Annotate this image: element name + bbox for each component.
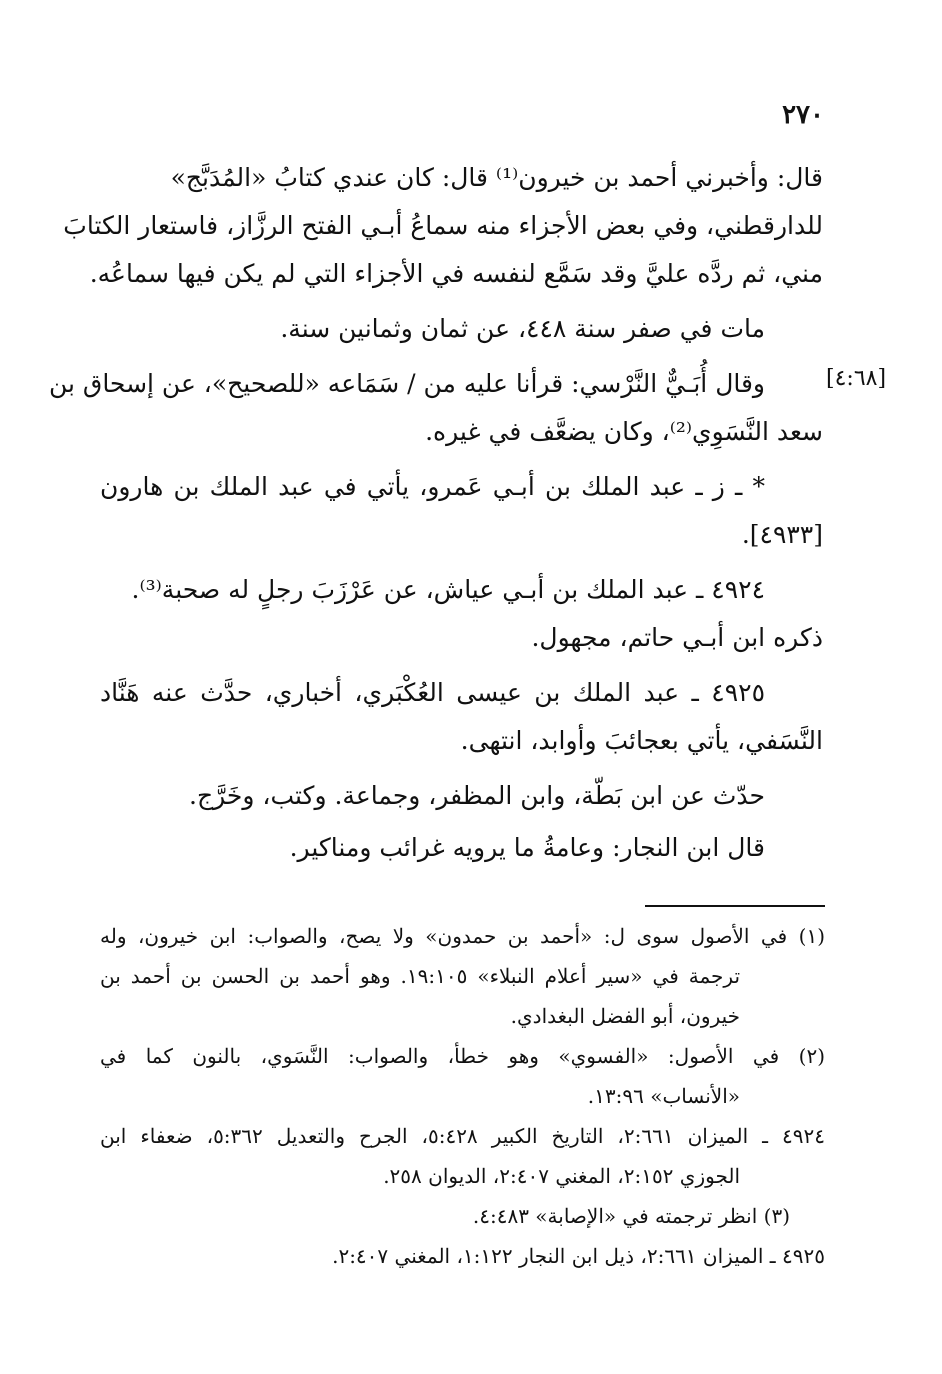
body-line-7: * ـ ز ـ عبد الملك بن أبـي عَمرو، يأتي في عبد الملك بن هارون xyxy=(100,472,765,501)
footnote-line-9: ٤٩٢٥ ـ الميزان ٢:٦٦١، ذيل ابن النجار ١:١٢٢، المغني ٢:٤٠٧. xyxy=(332,1244,825,1268)
body-line-9: ٤٩٢٤ ـ عبد الملك بن أبـي عياش، عن عَرْزَبَ رجلٍ له صحبة⁽³⁾. xyxy=(131,575,765,604)
footnote-line-2: ترجمة في «سير أعلام النبلاء» ١٩:١٠٥. وهو أحمد بن الحسن بن أحمد بن xyxy=(100,964,741,988)
body-line-1: قال: وأخبرني أحمد بن خيرون⁽¹⁾ قال: كان عندي كتابُ «المُدَبَّج» xyxy=(170,163,823,192)
body-line-13: حدّث عن ابن بَطّة، وابن المظفر، وجماعة. وكتب، وخَرَّج. xyxy=(189,781,765,810)
body-line-2: للدارقطني، وفي بعض الأجزاء منه سماعُ أبـي الفتح الرزَّاز، فاستعار الكتابَ xyxy=(63,211,823,240)
body-line-10: ذكره ابن أبـي حاتم، مجهول. xyxy=(531,623,823,652)
page-number: ٢٧٠ xyxy=(782,100,824,130)
body-line-14: قال ابن النجار: وعامةُ ما يرويه غرائب ومناكير. xyxy=(289,833,765,862)
footnote-line-1: (١) في الأصول سوى ل: «أحمد بن حمدون» ولا يصح، والصواب: ابن خيرون، وله xyxy=(100,924,825,948)
body-line-6: سعد النَّسَوِي⁽²⁾، وكان يضعَّف في غيره. xyxy=(425,417,823,446)
footnote-line-4: (٢) في الأصول: «الفسوي» وهو خطأ، والصواب: النَّسَوي، بالنون كما في xyxy=(100,1044,825,1068)
body-line-12: النَّسَفي، يأتي بعجائبَ وأوابد، انتهى. xyxy=(460,726,823,755)
body-line-11: ٤٩٢٥ ـ عبد الملك بن عيسى العُكْبَري، أخباري، حدَّث عنه هَنَّاد xyxy=(100,678,765,707)
body-line-8: [٤٩٣٣]. xyxy=(741,520,823,549)
footnote-line-7: الجوزي ٢:١٥٢، المغني ٢:٤٠٧، الديوان ٢٥٨. xyxy=(383,1164,740,1188)
body-line-3: مني، ثم ردَّه عليَّ وقد سَمَّع لنفسه في الأجزاء التي لم يكن فيها سماعُه. xyxy=(89,259,823,288)
footnote-line-8: (٣) انظر ترجمته في «الإصابة» ٤:٤٨٣. xyxy=(472,1204,790,1228)
margin-reference: [٤:٦٨] xyxy=(826,366,887,391)
footnote-separator xyxy=(645,905,825,907)
footnote-line-5: «الأنساب» ١٣:٩٦. xyxy=(587,1084,740,1108)
footnote-line-3: خيرون، أبو الفضل البغدادي. xyxy=(510,1004,740,1028)
body-line-4: مات في صفر سنة ٤٤٨، عن ثمان وثمانين سنة. xyxy=(280,314,765,343)
footnote-line-6: ٤٩٢٤ ـ الميزان ٢:٦٦١، التاريخ الكبير ٥:٤٢٨، الجرح والتعديل ٥:٣٦٢، ضعفاء ابن xyxy=(100,1124,825,1148)
body-line-5: وقال أُبَـيٌّ النَّرْسي: قرأنا عليه من / سَمَاعه «للصحيح»، عن إسحاق بن xyxy=(48,369,765,398)
